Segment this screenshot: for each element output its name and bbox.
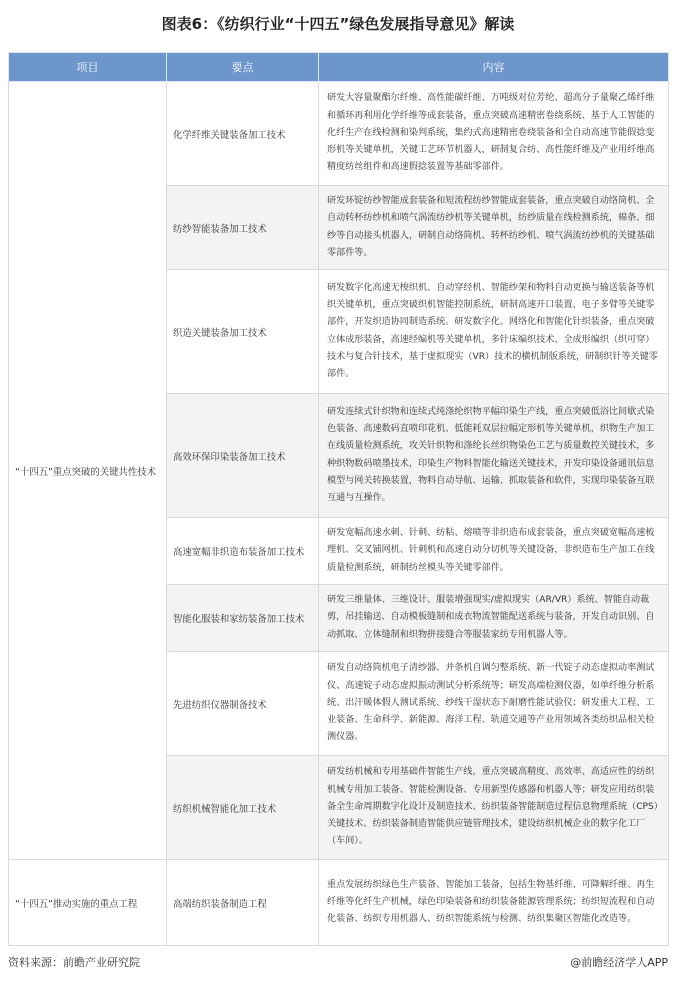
point-cell: 智能化服装和家纺装备加工技术 [167,585,319,652]
table-row [9,860,669,946]
guidance-table [8,52,669,946]
point-cell: 织造关键装备加工技术 [167,270,319,394]
point-cell: 纺织机械智能化加工技术 [167,756,319,860]
content-cell: 研发纺机械和专用基础件智能生产线，重点突破高精度、高效率、高适应性的纺织机械专用加工装备、智能检测设备、专用新型传感器和机器人等；研发应用纺织装备全生命周期数字化设计及制造技术、纺织装备智能制造过程信息物理系统（CPS）关键技术、纺织装备制造智能供应链管理技术，建设纺织机械企业的数字化工厂（车间）。 [319,756,669,860]
point-cell: 纺纱智能装备加工技术 [167,186,319,270]
project-cell: “十四五”推动实施的重点工程 [9,860,167,946]
point-cell: 高效环保印染装备加工技术 [167,394,319,518]
content-cell: 研发三维量体、三维设计、服装增强现实/虚拟现实（AR/VR）系统、智能自动裁剪，吊挂输送、自动模板缝制和成衣物流智能配送系统与装备，开发自动识别、自动抓取、立体缝制和织物拼接缝合等服装家纺专用机器人等。 [319,585,669,652]
table-row [9,82,669,186]
content-cell: 研发连续式针织物和连续式纯涤纶织物平幅印染生产线，重点突破低浴比间歇式染色装备、高速数码直喷印花机、低能耗双层拉幅定形机等关键单机，织物生产加工在线质量检测系统，攻关针织物和涤纶长丝织物染色工艺与质量数控关键技术，多种织物数码喷墨技术，印染生产物料智能化输送关键技术，开发印染设备通讯信息模型与网关转换装置，物料自动导航、运输、抓取装备和软件，实现印染装备互联互通与互操作。 [319,394,669,518]
point-cell: 化学纤维关键装备加工技术 [167,82,319,186]
point-cell: 高端纺织装备制造工程 [167,860,319,946]
content-cell: 研发宽幅高速水刺、针刺、纺粘、熔喷等非织造布成套装备，重点突破宽幅高速梳理机、交叉铺网机、针刺机和高速自动分切机等关键设备，非织造布生产加工在线质量检测系统，研制纺丝模头等关键零部件。 [319,518,669,585]
table-header-row [9,53,669,82]
point-cell: 高速宽幅非织造布装备加工技术 [167,518,319,585]
header-project: 项目 [9,53,167,82]
content-cell: 研发自动络筒机电子清纱器、并条机自调匀整系统、新一代锭子动态虚拟动率测试仪、高速锭子动态虚拟振动测试分析系统等；研发高端检测仪器，如单纤维分析系统、出汗暖体假人测试系统、纱线干湿状态下耐磨性能试验仪；研发重大工程、工业装备、生命科学、新能源、海洋工程、轨道交通等产业用领域各类纺织品相关检测仪器。 [319,652,669,756]
header-content: 内容 [319,53,669,82]
project-cell: “十四五”重点突破的关键共性技术 [9,82,167,860]
content-cell: 研发数字化高速无梭织机、自动穿经机、智能纱架和物料自动更换与输送装备等机织关键单机，重点突破织机智能控制系统，研制高速开口装置、电子多臂等关键零部件，开发织造协同制造系统。研发数字化、网络化和智能化针织装备，重点突破立体成形装备，高速经编机等关键单机，多针床编织技术、全成形编织（织可穿）技术与复合针技术，基于虚拟现实（VR）技术的横机制版系统，研制织针等关键零部件。 [319,270,669,394]
content-cell: 研发大容量聚酯尔纤维、高性能碳纤维、万吨级对位芳纶、超高分子量聚乙烯纤维和循环再利用化学纤维等成套装备，重点突破高速精密卷绕系统、基于人工智能的化纤生产在线检测和染判系统，集约式高速精密卷绕装备和全自动高速节能假捻变形机等关键单机，关键工艺环节机器人，研制复合纺、高性能纤维及产业用纤维高精度纺丝组件和高速假捻装置等基础零部件。 [319,82,669,186]
content-cell: 重点发展纺织绿色生产装备、智能加工装备，包括生物基纤维、可降解纤维、再生纤维等化纤生产机械，绿色印染装备和纺织装备能源管理系统；纺织短流程和自动化装备、纺织专用机器人、纺织智能系统与检测、纺织集聚区智能化改造等。 [319,860,669,946]
content-cell: 研发环锭纺纱智能成套装备和短流程纺纱智能成套装备，重点突破自动络筒机、全自动转杯纺纱机和喷气涡流纺纱机等关键单机，纺纱质量在线检测系统，棉条、细纱等自动接头机器人，研制自动络筒机、转杯纺纱机、喷气涡流纺纱机的关键基础零部件等。 [319,186,669,270]
source-note: 资料来源：前瞻产业研究院 [8,956,140,969]
point-cell: 先进纺织仪器制备技术 [167,652,319,756]
header-point: 要点 [167,53,319,82]
brand-note: @前瞻经济学人APP [570,956,668,969]
page-title: 图表6：《纺织行业“十四五”绿色发展指导意见》解读 [161,15,515,33]
